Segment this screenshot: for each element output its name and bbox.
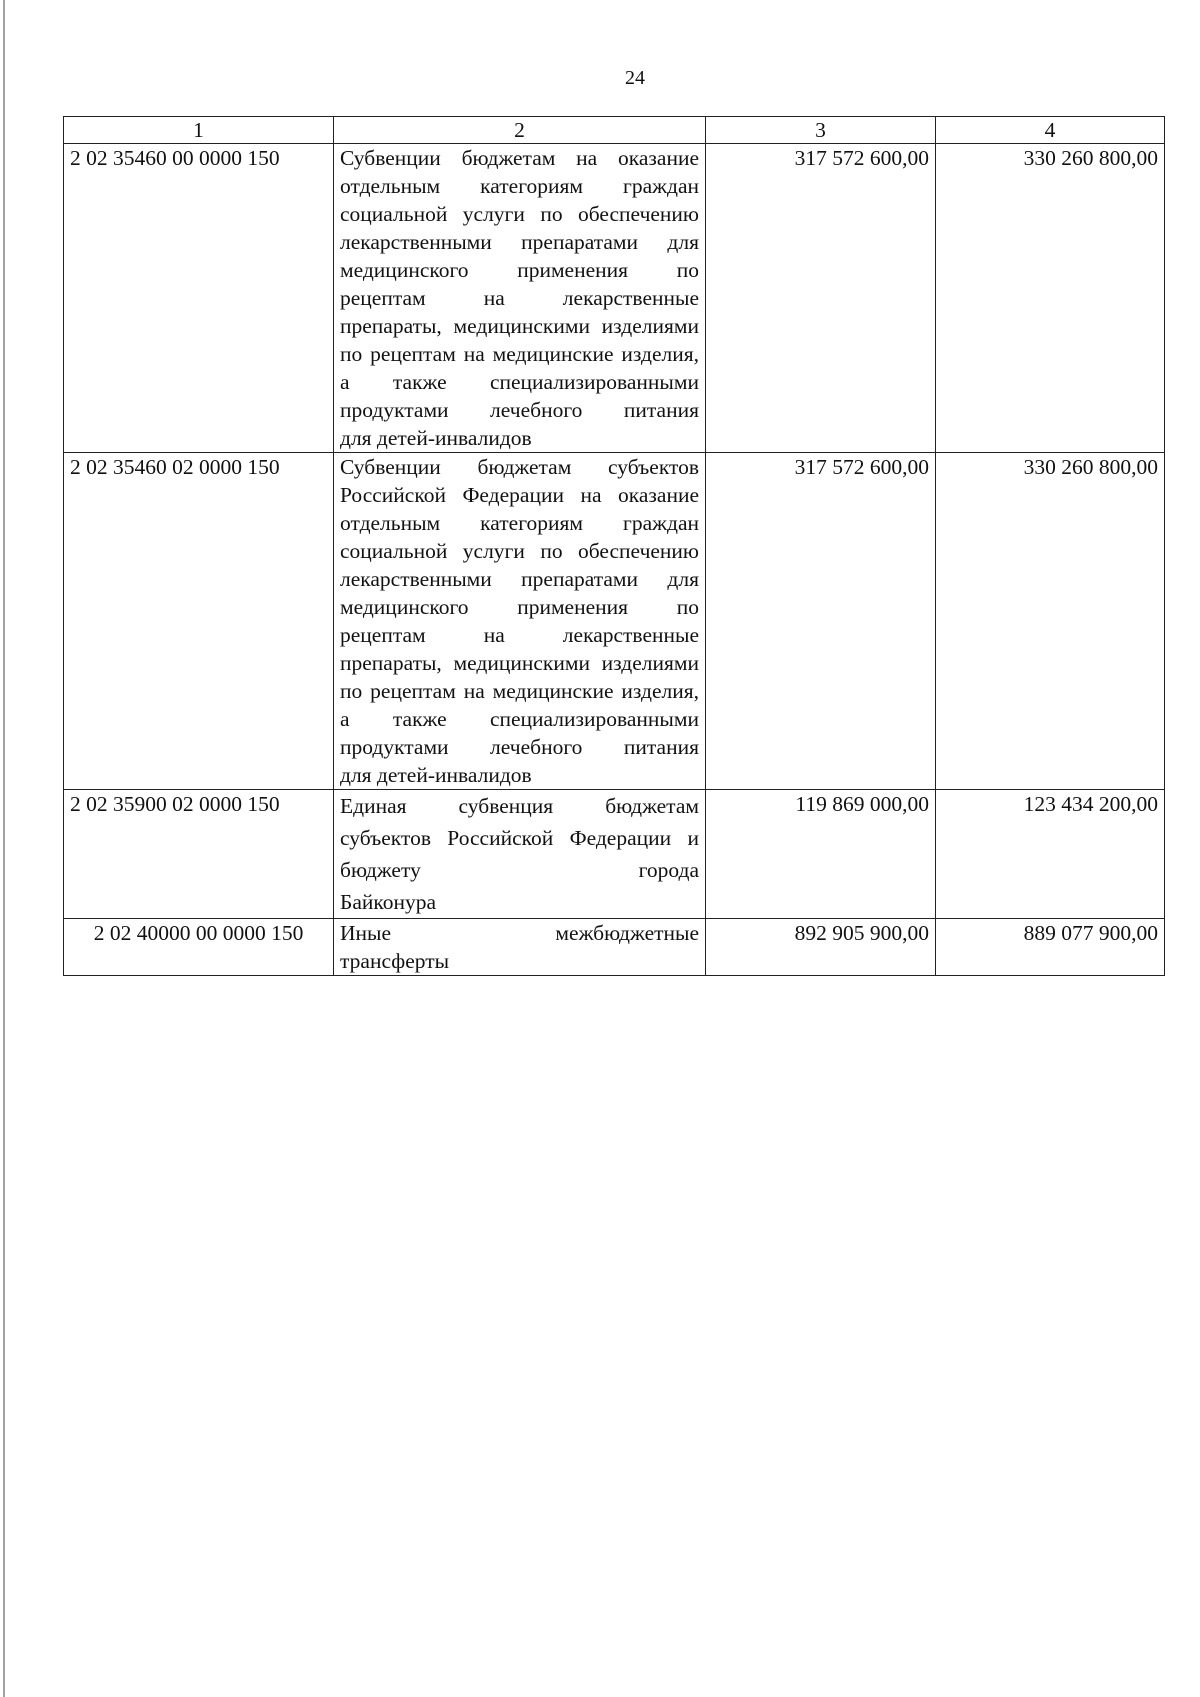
description-text: Субвенции бюджетам на оказание отдельным категориям граждан социальной услуги по обеспечению лекарственными препаратами для медицинского применения по рецептам на лекарственные препараты, медицинскими изделиями по рецептам на медицинские изделия, а также специализированными продуктами лечебного питания bbox=[340, 146, 699, 422]
description-text: Иные межбюджетные bbox=[340, 921, 699, 945]
amount-col4-cell: 330 260 800,00 bbox=[936, 453, 1165, 790]
amount-col4-cell: 123 434 200,00 bbox=[936, 790, 1165, 919]
description-cell bbox=[334, 919, 706, 976]
scan-edge-line bbox=[3, 0, 5, 1697]
table-row bbox=[64, 919, 1165, 976]
amount-col3-cell: 317 572 600,00 bbox=[706, 453, 936, 790]
amount-col4-cell: 330 260 800,00 bbox=[936, 144, 1165, 453]
table-header-row bbox=[64, 117, 1165, 144]
table-row bbox=[64, 453, 1165, 790]
budget-code-cell: 2 02 40000 00 0000 150 bbox=[64, 919, 334, 976]
column-header-1: 1 bbox=[64, 117, 334, 144]
description-text: Единая субвенция бюджетам субъектов Российской Федерации и бюджету города bbox=[340, 794, 699, 882]
description-last-line: трансферты bbox=[340, 949, 450, 973]
page-number: 24 bbox=[625, 67, 645, 89]
table-row bbox=[64, 790, 1165, 919]
amount-col3-cell: 317 572 600,00 bbox=[706, 144, 936, 453]
column-header-3: 3 bbox=[706, 117, 936, 144]
column-header-4: 4 bbox=[936, 117, 1165, 144]
description-cell bbox=[334, 453, 706, 790]
description-cell bbox=[334, 790, 706, 919]
table-row bbox=[64, 144, 1165, 453]
description-cell bbox=[334, 144, 706, 453]
budget-table bbox=[63, 116, 1165, 976]
amount-col3-cell: 119 869 000,00 bbox=[706, 790, 936, 919]
amount-col3-cell: 892 905 900,00 bbox=[706, 919, 936, 976]
amount-col4-cell: 889 077 900,00 bbox=[936, 919, 1165, 976]
description-text: Субвенции бюджетам субъектов Российской Федерации на оказание отдельным категориям граждан социальной услуги по обеспечению лекарственными препаратами для медицинского применения по рецептам на лекарственные препараты, медицинскими изделиями по рецептам на медицинские изделия, а также специализированными продуктами лечебного питания bbox=[340, 455, 699, 759]
budget-code-cell: 2 02 35460 02 0000 150 bbox=[64, 453, 334, 790]
description-last-line: Байконура bbox=[340, 890, 437, 914]
budget-code-cell: 2 02 35460 00 0000 150 bbox=[64, 144, 334, 453]
description-last-line: для детей-инвалидов bbox=[340, 763, 532, 787]
column-header-2: 2 bbox=[334, 117, 706, 144]
budget-code-cell: 2 02 35900 02 0000 150 bbox=[64, 790, 334, 919]
description-last-line: для детей-инвалидов bbox=[340, 426, 532, 450]
